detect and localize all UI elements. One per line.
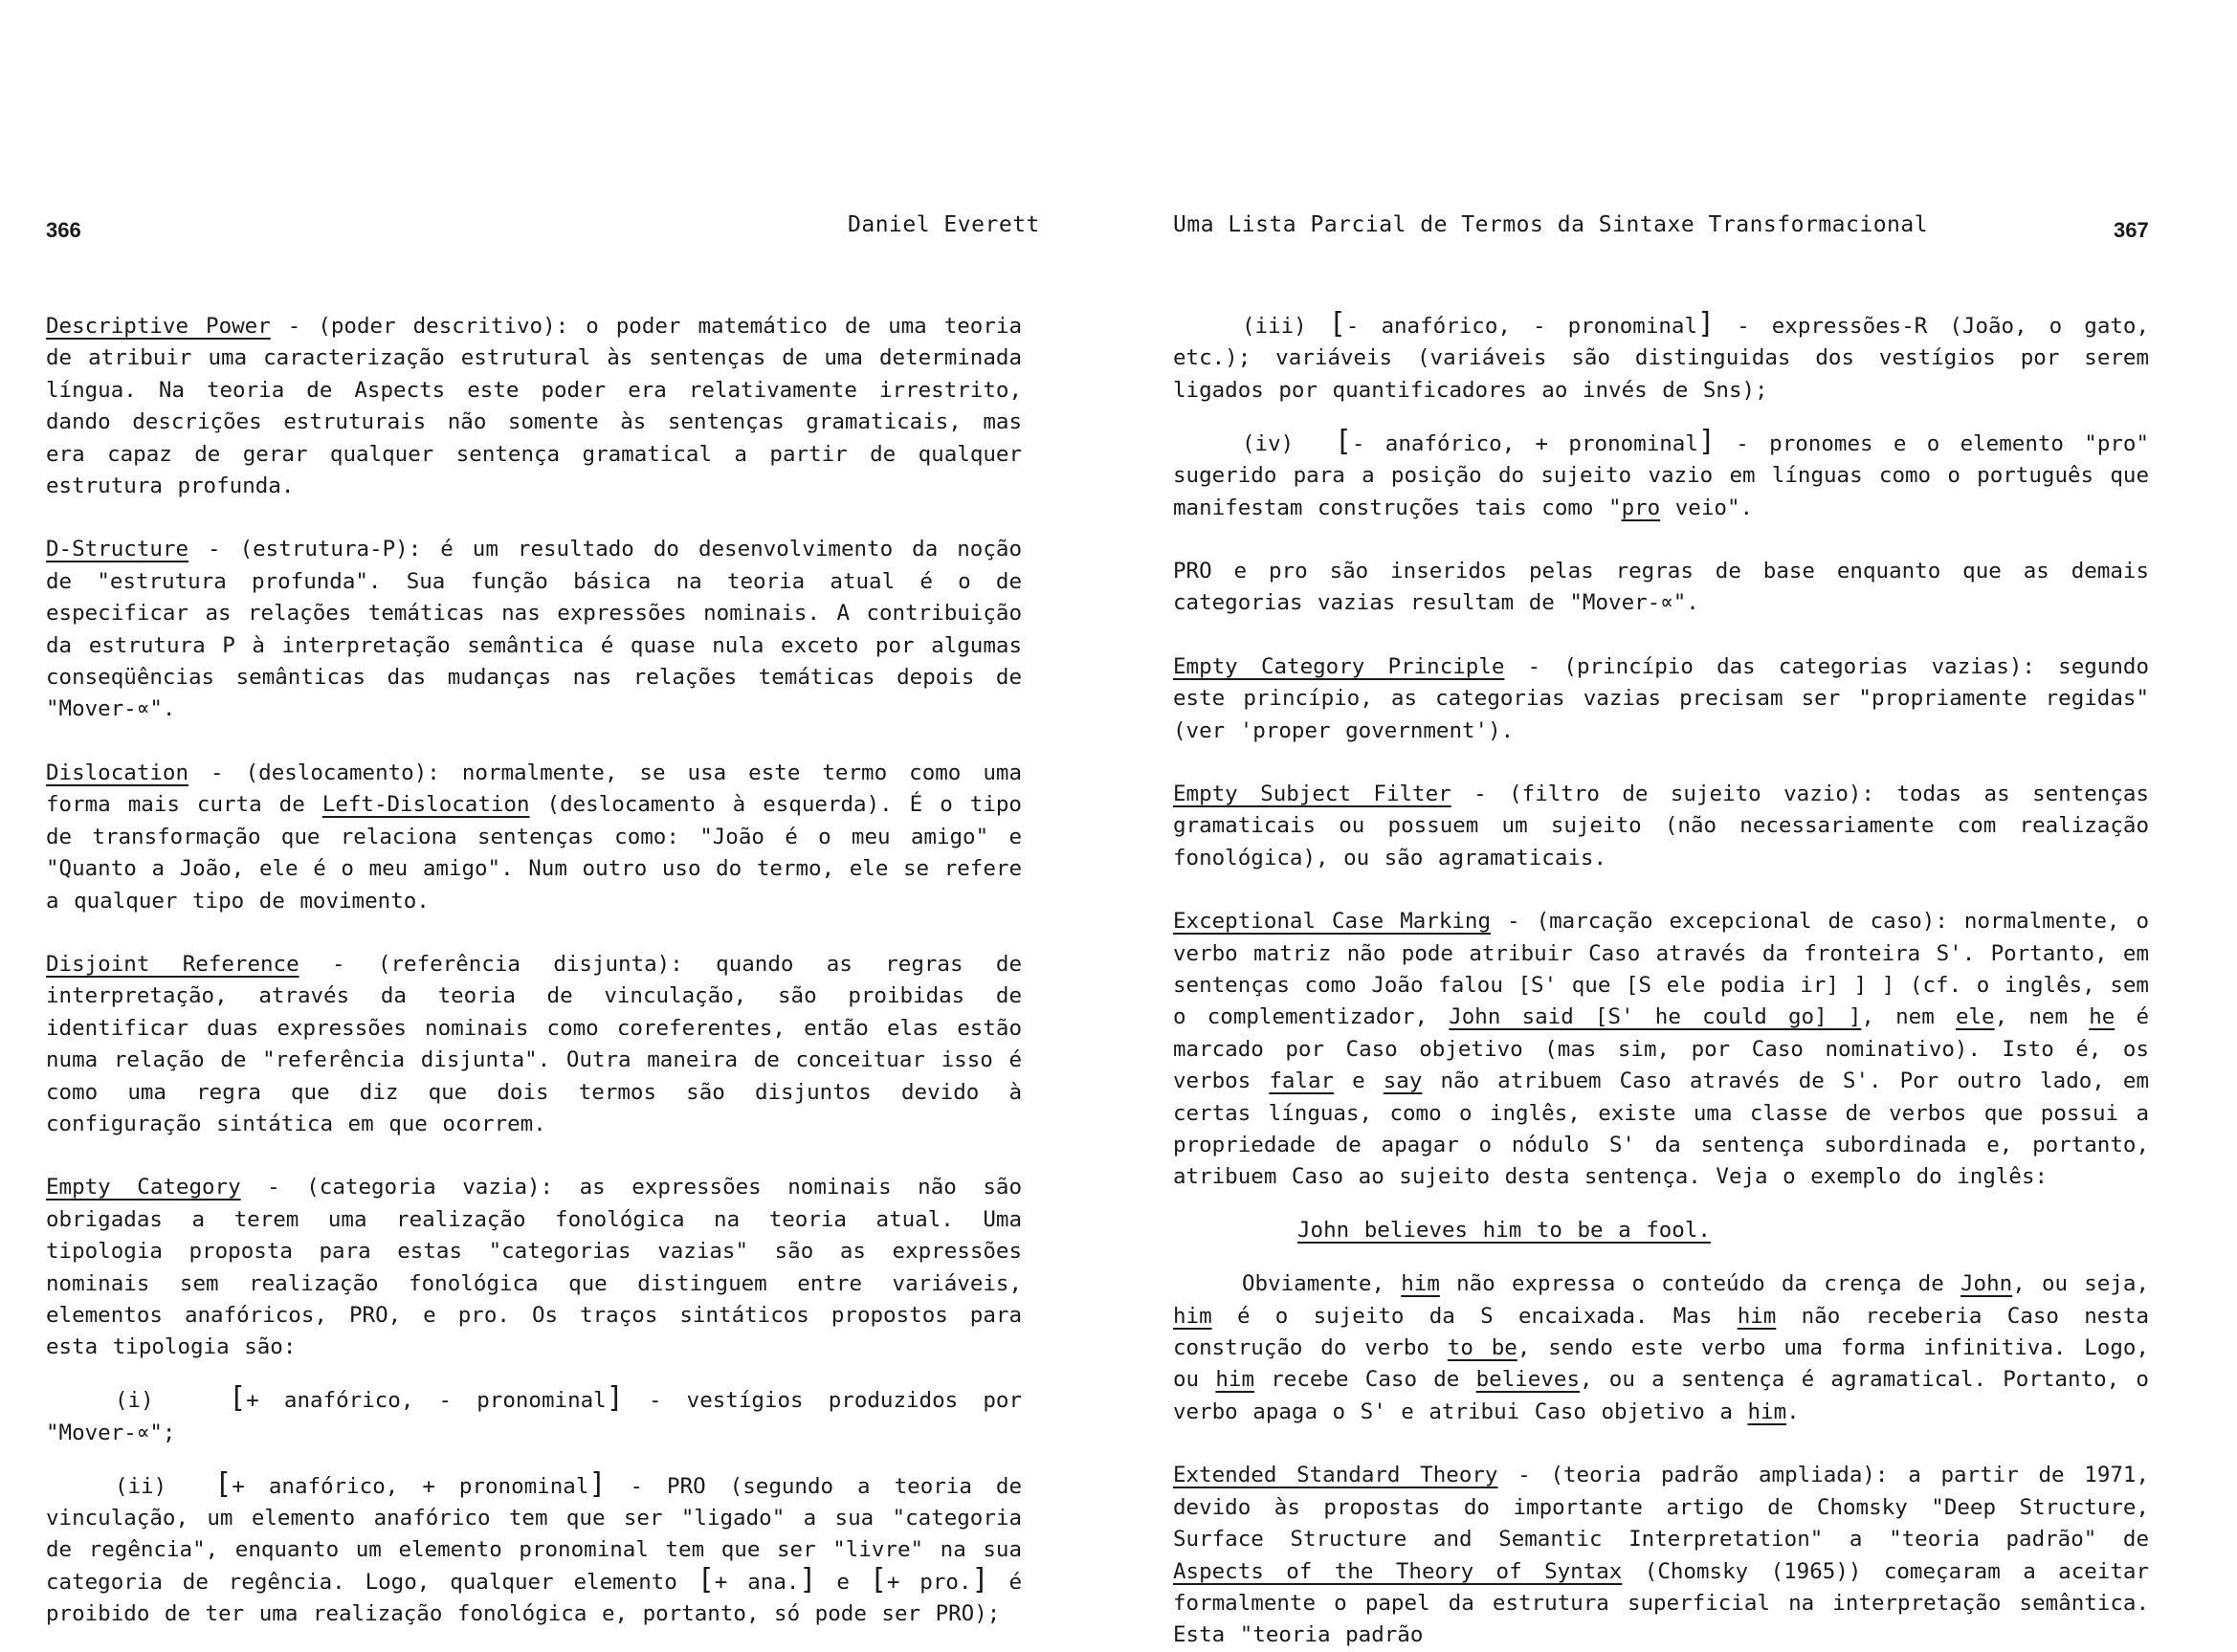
page-number-right: 367 <box>2114 218 2149 242</box>
feature-matrix: - anafórico, - pronominal <box>1345 314 1698 339</box>
entry-dislocation <box>46 758 1022 917</box>
explanation-part: Obviamente, <box>1242 1271 1402 1297</box>
ecm-explanation <box>1173 1268 2149 1428</box>
explanation-part: não expressa o conteúdo da crença de <box>1439 1271 1960 1297</box>
entry-definition-part: , nem <box>1861 1004 1956 1030</box>
right-page <box>1118 0 2237 1648</box>
entry-definition-part: - (deslocamento): normalmente, se usa este termo como uma forma mais curta de <box>46 760 1022 818</box>
explanation-part: , ou seja, <box>2012 1271 2149 1297</box>
list-number: (i) <box>115 1388 154 1414</box>
entry-definition-part: não atribuem Caso através de S'. Por outro lado, em certas línguas, como o inglês, existe uma classe de verbos que possui a propriedade de apagar o nódulo S' da sentença subordinada e, portanto, atribuem Caso ao sujeito desta sentença. Veja o exemplo do inglês: <box>1173 1068 2149 1190</box>
entry-definition-part: , nem <box>1994 1004 2090 1030</box>
entry-term: Exceptional Case Marking <box>1173 909 1492 935</box>
entry-definition: - (referência disjunta): quando as regras de interpretação, através da teoria de vinculação, são proibidas de identificar duas expressões nominais como coreferentes, então elas estão numa relação de "referência disjunta". Outra maneira de conceituar isso é como uma regra que diz que dois termos são disjuntos devido à configuração sintática em que ocorrem. <box>46 951 1022 1136</box>
entry-empty-category-principle <box>1173 651 2149 747</box>
conjunction: e <box>816 1569 870 1595</box>
entry-descriptive-power <box>46 311 1022 502</box>
pro-note: PRO e pro são inseridos pelas regras de base enquanto que as demais categorias vazias resultam de "Mover-∝". <box>1173 558 2149 616</box>
entry-d-structure <box>46 534 1022 725</box>
word-he: he <box>2089 1004 2115 1030</box>
feature-matrix: - anafórico, + pronominal <box>1351 430 1698 456</box>
conjunction: e <box>1334 1068 1384 1094</box>
list-text: - expressões-R (João, o gato, etc.); variáveis (variáveis são distinguidas dos vestígios por serem ligados por quantificadores ao invés de Sns); <box>1173 314 2150 403</box>
entry-definition: - (poder descritivo): o poder matemático de uma teoria de atribuir uma caracterização estrutural às sentenças de uma determinada língua. Na teoria de Aspects este poder era relativamente irrestrito, dando descrições estruturais não somente às sentenças gramaticais, mas era capaz de gerar qualquer sentença gramatical a partir de qualquer estrutura profunda. <box>46 314 1022 499</box>
entry-definition: - (categoria vazia): as expressões nominais não são obrigadas a terem uma realização fonológica na teoria atual. Uma tipologia proposta para estas "categorias vazias" são as expressões nominais sem realização fonológica que distinguem entre variáveis, elementos anafóricos, PRO, e pro. Os traços sintáticos propostos para esta tipologia são: <box>46 1175 1022 1360</box>
feature-matrix: + anafórico, - pronominal <box>246 1388 607 1414</box>
list-number: (iii) <box>1242 314 1307 339</box>
entry-definition-part: (Chomsky (1965)) começaram a aceitar formalmente o papel da estrutura superficial na interpretação semântica. Esta "teoria padrão <box>1173 1558 2149 1648</box>
cross-reference-term: Left-Dislocation <box>321 792 530 818</box>
word-ele: ele <box>1955 1004 1995 1030</box>
entry-definition-part: - (marcação excepcional de caso): normalmente, o verbo matriz não pode atribuir Caso através da fronteira S'. Portanto, em sentenças como <box>1173 909 2150 998</box>
word-him: him <box>1401 1271 1440 1297</box>
pro-example: pro <box>1621 495 1661 520</box>
page-number-left: 366 <box>46 218 81 242</box>
feature-pro: + pro. <box>886 1569 972 1595</box>
word-him: him <box>1737 1303 1777 1329</box>
word-him: him <box>1215 1367 1254 1393</box>
word-believes: believes <box>1475 1367 1580 1393</box>
word-him: him <box>1747 1399 1787 1424</box>
entry-term: Empty Category Principle <box>1173 653 1505 679</box>
running-head-left: Daniel Everett <box>848 212 1040 237</box>
entry-term: Dislocation <box>46 760 189 785</box>
feature-list-item-ii: (ii) [+ anafórico, + pronominal] - PRO (segundo a teoria de vinculação, um elemento anafórico tem que ser "ligado" a sua "categoria de regência", enquanto um elemento pronominal tem que ser "livre" na sua categoria de regência. Logo, qualquer elemento [+ ana.] e [+ pro.] é proibido de ter uma realização fonológica e, portanto, só pode ser PRO); <box>46 1466 1023 1627</box>
entry-empty-subject-filter <box>1173 779 2149 874</box>
left-column <box>46 311 1022 1631</box>
list-number: (ii) <box>115 1473 167 1499</box>
book-title: Aspects of the Theory of Syntax <box>1173 1558 1623 1584</box>
explanation-part: . <box>1786 1399 1800 1424</box>
entry-definition-part: (cf. o inglês, sem o complementizador, <box>1173 973 2149 1030</box>
entry-disjoint-reference <box>46 949 1022 1140</box>
word-falar: falar <box>1269 1068 1335 1094</box>
feature-list-item-iii: (iii) [- anafórico, - pronominal] - expressões-R (João, o gato, etc.); variáveis (variáveis são distinguidas dos vestígios por serem ligados por quantificadores ao invés de Sns); <box>1173 307 2150 403</box>
list-text: - vestígios produzidos por "Mover-∝"; <box>46 1388 1023 1445</box>
feature-ana: + ana. <box>714 1569 800 1595</box>
explanation-part: não receberia Caso nesta construção do verbo <box>1173 1303 2149 1361</box>
entry-definition: - (princípio das categorias vazias): segundo este princípio, as categorias vazias precisam ser "propriamente regidas" (ver 'proper government'). <box>1173 653 2149 743</box>
explanation-part: recebe Caso de <box>1254 1367 1476 1393</box>
entry-term: Extended Standard Theory <box>1173 1463 1498 1488</box>
example-sentence <box>1173 1215 2149 1246</box>
list-text: - PRO (segundo a teoria de vinculação, um elemento anafórico tem que ser "ligado" a sua "categoria de regência", enquanto um elemento pronominal tem que ser "livre" na sua categoria de regência. Logo, qualquer elemento <box>46 1473 1023 1595</box>
list-text: veio". <box>1660 495 1754 520</box>
entry-definition-part: (deslocamento à esquerda). É o tipo de transformação que relaciona sentenças como: "João é o meu amigo" e "Quanto a João, ele é o meu amigo". Num outro uso do termo, ele se refere a qualquer tipo de movimento. <box>46 792 1022 914</box>
entry-definition-part: - (teoria padrão ampliada): a partir de 1971, devido às propostas do importante artigo de Chomsky "Deep Structure, Surface Structure and Semantic Interpretation" a "teoria padrão" de <box>1173 1463 2150 1553</box>
portuguese-example: João falou [S' que [S ele podia ir] ] ] <box>1371 973 1895 998</box>
entry-empty-category <box>46 1172 1022 1363</box>
entry-term: Empty Category <box>46 1175 241 1200</box>
entry-term: D-Structure <box>46 537 189 562</box>
word-say: say <box>1383 1068 1423 1094</box>
feature-list-item-iv: (iv) [- anafórico, + pronominal] - pronomes e o elemento "pro" sugerido para a posição do sujeito vazio em línguas como o português que manifestam construções tais como "pro veio". <box>1173 424 2150 520</box>
example-text: John believes him to be a fool. <box>1297 1218 1711 1244</box>
entry-extended-standard-theory <box>1173 1460 2149 1651</box>
list-text: - pronomes e o elemento "pro" sugerido para a posição do sujeito vazio em línguas como o português que manifestam construções tais como " <box>1173 430 2150 520</box>
list-text: é proibido de ter uma realização fonológica e, portanto, só pode ser PRO); <box>46 1569 1022 1627</box>
feature-matrix: + anafórico, + pronominal <box>232 1473 589 1499</box>
english-example: John said [S' he could go] ] <box>1449 1004 1862 1030</box>
explanation-part: é o sujeito da S encaixada. Mas <box>1211 1303 1738 1329</box>
feature-list-item-i: (i) [+ anafórico, - pronominal] - vestígios produzidos por "Mover-∝"; <box>46 1381 1023 1445</box>
right-column <box>1173 307 2150 1652</box>
word-to-be: to be <box>1447 1335 1517 1361</box>
entry-term: Empty Subject Filter <box>1173 781 1451 806</box>
entry-exceptional-case-marking <box>1173 906 2149 1194</box>
entry-term: Disjoint Reference <box>46 951 299 977</box>
explanation-part: , sendo este verbo uma forma infinitiva. Logo, ou <box>1173 1335 2149 1393</box>
explanation-part: , ou a sentença é agramatical. Portanto, o verbo apaga o S' e atribui Caso objetivo a <box>1173 1367 2149 1424</box>
left-page <box>0 0 1118 1627</box>
entry-term: Descriptive Power <box>46 314 271 339</box>
word-john: John <box>1960 1271 2013 1297</box>
entry-definition: - (estrutura-P): é um resultado do desenvolvimento da noção de "estrutura profunda". Sua função básica na teoria atual é o de especificar as relações temáticas nas expressões nominais. A contribuição da estrutura P à interpretação semântica é quase nula exceto por algumas conseqüências semânticas das mudanças nas relações temáticas depois de "Mover-∝". <box>46 537 1022 722</box>
running-head-right: Uma Lista Parcial de Termos da Sintaxe Transformacional <box>1173 212 1929 237</box>
entry-definition: - (filtro de sujeito vazio): todas as sentenças gramaticais ou possuem um sujeito (não necessariamente com realização fonológica), ou são agramaticais. <box>1173 781 2149 870</box>
entry-definition-part: é marcado por Caso objetivo (mas sim, por Caso nominativo). Isto é, os verbos <box>1173 1004 2150 1094</box>
word-him: him <box>1173 1303 1212 1329</box>
list-number: (iv) <box>1242 430 1295 456</box>
